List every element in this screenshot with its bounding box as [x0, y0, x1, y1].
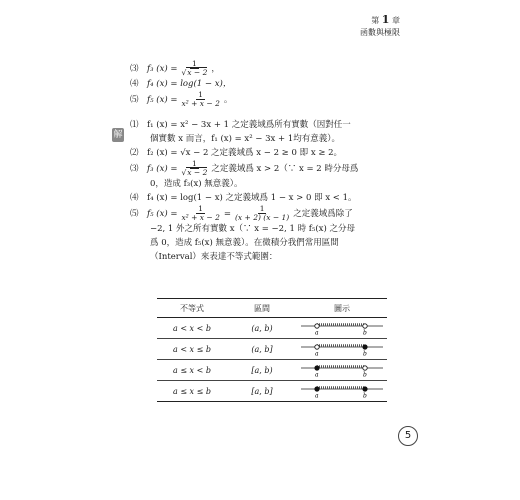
interval-cell: [a, b] — [227, 381, 297, 402]
answer-index: ⑴ — [130, 120, 139, 130]
denominator: x² + x − 2 — [181, 213, 220, 222]
denominator: (x + 2) (x − 1) — [234, 213, 290, 222]
number-line-diagram — [299, 381, 385, 399]
answer-text: 之定義域爲 x > 2（∵ x = 2 時分母爲 — [211, 163, 359, 174]
chapter-prefix: 第 — [371, 16, 380, 25]
answer-text: −2, 1 外之所有實數 x（∵ x = −2, 1 時 f₅(x) 之分母 — [150, 224, 355, 234]
axis-label-b: b — [363, 329, 367, 336]
function-lhs: f₅ (x) = — [147, 208, 178, 219]
answer-1-line-1 — [130, 118, 430, 132]
axis-label-a: a — [315, 350, 319, 357]
axis-label-a: a — [315, 371, 319, 378]
closed-endpoint-a — [315, 366, 319, 370]
chapter-suffix: 章 — [392, 16, 400, 25]
table-row — [157, 318, 387, 339]
numerator: 1 — [259, 204, 265, 213]
question-3 — [130, 60, 430, 77]
answer-text: 0，造成 f₃(x) 無意義）。 — [150, 179, 243, 189]
function-text: f₄ (x) = log(1 − x)， — [147, 79, 232, 89]
question-index: ⑷ — [130, 79, 139, 89]
diagram-cell — [297, 339, 387, 360]
answer-icon: 解 — [113, 130, 123, 140]
fraction — [180, 160, 210, 177]
answer-text: 之定義域爲除了 — [293, 208, 353, 219]
question-index: ⑶ — [130, 63, 139, 74]
answer-2 — [130, 146, 430, 160]
diagram-cell — [297, 381, 387, 402]
question-5 — [130, 91, 430, 108]
radicand: x − 2 — [187, 168, 208, 177]
column-header-diagram: 圖示 — [297, 299, 387, 318]
punctuation: ， — [211, 63, 220, 74]
numerator: 1 — [192, 59, 197, 68]
fraction — [180, 205, 222, 222]
answer-index: ⑶ — [130, 163, 139, 174]
denominator: √x − 2 — [181, 68, 208, 77]
closed-endpoint-a — [315, 387, 319, 391]
open-endpoint-a — [315, 345, 319, 349]
answer-text: 爲 0，造成 f₅(x) 無意義）。在微積分我們常用區間 — [150, 238, 339, 248]
answer-index: ⑸ — [130, 208, 139, 219]
table-header-row — [157, 299, 387, 318]
closed-endpoint-b — [363, 387, 367, 391]
interval-cell: (a, b] — [227, 339, 297, 360]
axis-label-a: a — [315, 392, 319, 399]
answer-text: f₁ (x) = x² − 3x + 1 之定義域爲所有實數（因對任一 — [147, 120, 351, 130]
answer-text: 個實數 x 而言，f₁ (x) = x² − 3x + 1均有意義）。 — [150, 134, 341, 144]
equals-sign: = — [223, 208, 231, 219]
chapter-number: 1 — [381, 13, 390, 26]
function-lhs: f₃ (x) = — [147, 63, 178, 74]
answer-text: （Interval）來表達不等式範圍： — [150, 252, 278, 262]
open-endpoint-a — [315, 324, 319, 328]
answer-5-line-3 — [130, 236, 430, 250]
punctuation: 。 — [223, 94, 233, 105]
answer-text: f₂ (x) = √x − 2 之定義域爲 x − 2 ≥ 0 即 x ≥ 2。 — [147, 148, 343, 158]
interval-table — [157, 298, 387, 402]
inequality-cell: a < x < b — [157, 318, 227, 339]
axis-label-b: b — [363, 392, 367, 399]
inequality-cell: a < x ≤ b — [157, 339, 227, 360]
inequality-cell: a ≤ x < b — [157, 360, 227, 381]
answer-5-line-4 — [130, 250, 430, 264]
main-content — [130, 60, 430, 264]
denominator: √x − 2 — [181, 168, 208, 177]
chapter-header — [360, 14, 400, 39]
answer-text: f₄ (x) = log(1 − x) 之定義域爲 1 − x > 0 即 x < 1。 — [147, 193, 357, 203]
function-lhs: f₅ (x) = — [147, 94, 178, 105]
diagram-cell — [297, 360, 387, 381]
radicand: x − 2 — [187, 68, 208, 77]
numerator: 1 — [192, 159, 197, 168]
table-row — [157, 360, 387, 381]
page-number: 5 — [398, 426, 418, 446]
axis-label-a: a — [315, 329, 319, 336]
function-lhs: f₃ (x) = — [147, 163, 178, 174]
fraction — [233, 205, 291, 222]
number-line-diagram — [299, 360, 385, 378]
denominator: x² + x − 2 — [181, 99, 220, 108]
inequality-cell: a ≤ x ≤ b — [157, 381, 227, 402]
question-4 — [130, 77, 430, 91]
numerator: 1 — [198, 204, 204, 213]
question-index: ⑸ — [130, 94, 139, 105]
chapter-title: 函數與極限 — [360, 28, 400, 37]
answer-3 — [130, 160, 430, 177]
number-line-diagram — [299, 318, 385, 336]
answer-index: ⑵ — [130, 148, 139, 158]
closed-endpoint-b — [363, 345, 367, 349]
table-row — [157, 339, 387, 360]
column-header-inequality: 不等式 — [157, 299, 227, 318]
answer-5 — [130, 205, 430, 222]
diagram-cell — [297, 318, 387, 339]
table-row — [157, 381, 387, 402]
axis-label-b: b — [363, 371, 367, 378]
number-line-diagram — [299, 339, 385, 357]
answer-3-line-2 — [130, 177, 430, 191]
column-header-interval: 區間 — [227, 299, 297, 318]
answer-5-line-2 — [130, 222, 430, 236]
answer-index: ⑷ — [130, 193, 139, 203]
answer-4 — [130, 191, 430, 205]
interval-cell: (a, b) — [227, 318, 297, 339]
interval-cell: [a, b) — [227, 360, 297, 381]
numerator: 1 — [198, 90, 204, 99]
fraction — [180, 91, 222, 108]
fraction — [180, 60, 210, 77]
axis-label-b: b — [363, 350, 367, 357]
open-endpoint-b — [363, 324, 367, 328]
answer-1-line-2 — [130, 132, 430, 146]
open-endpoint-b — [363, 366, 367, 370]
